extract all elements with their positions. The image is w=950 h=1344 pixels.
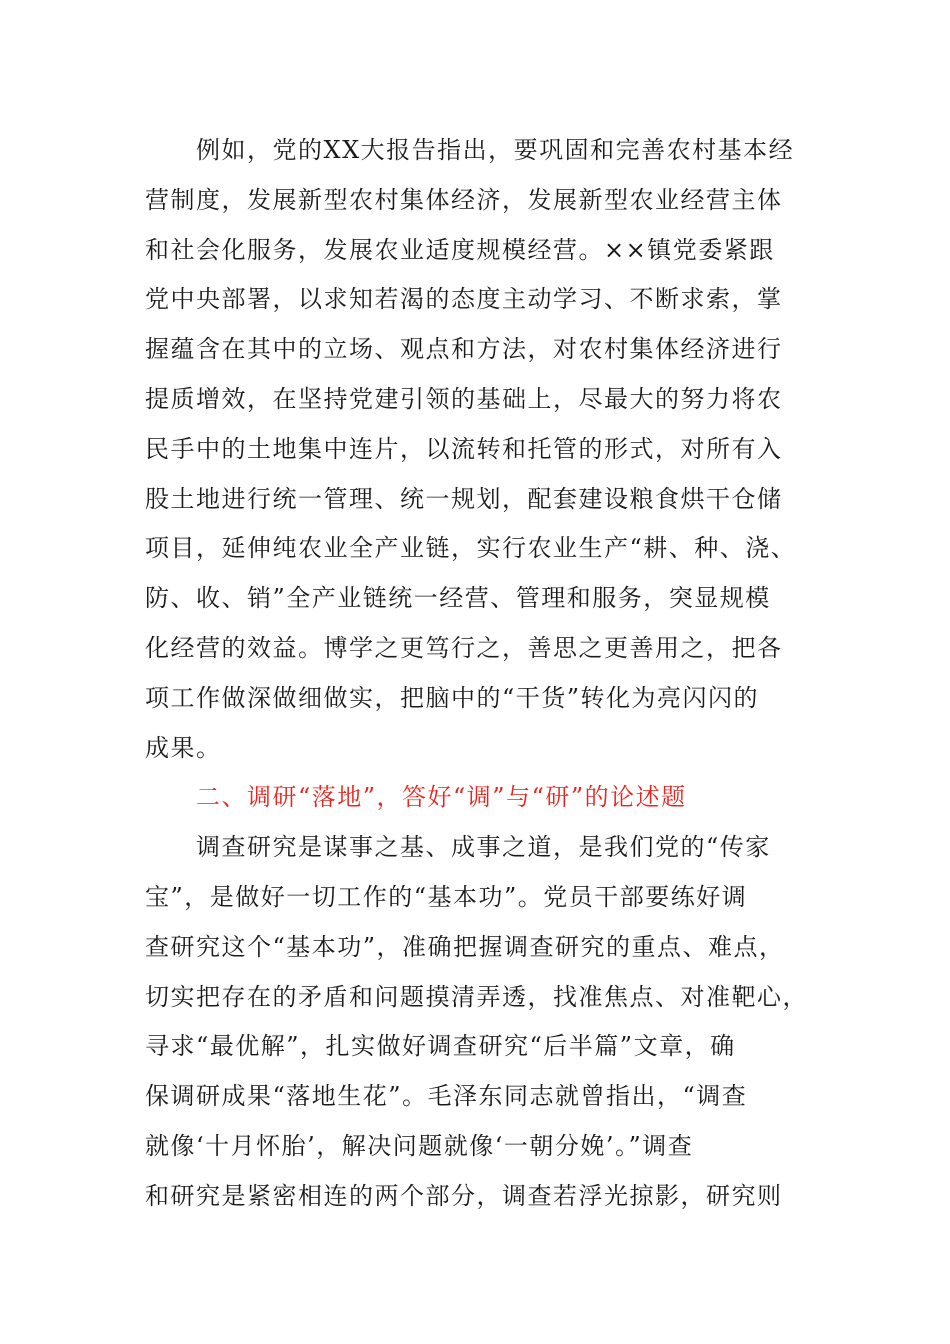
document-body [145, 126, 808, 1222]
text-line: 党中央部署，以求知若渴的态度主动学习、不断求索，掌 [145, 285, 783, 314]
text-line: 民手中的土地集中连片，以流转和托管的形式，对所有入 [145, 434, 783, 463]
text-line: 化经营的效益。博学之更笃行之，善思之更善用之，把各 [145, 633, 783, 662]
text-line: 保调研成果“落地生花”。毛泽东同志就曾指出，“调查 [145, 1082, 748, 1111]
text-line: 防、收、销”全产业链统一经营、管理和服务，突显规模 [145, 584, 771, 613]
paragraph-2 [145, 823, 808, 1221]
text-line: 成果。 [145, 733, 222, 762]
text-line: 握蕴含在其中的立场、观点和方法，对农村集体经济进行 [145, 335, 783, 364]
text-line: 切实把存在的矛盾和问题摸清弄透，找准焦点、对准靶心， [145, 982, 808, 1011]
text-line: 调查研究是谋事之基、成事之道，是我们党的“传家 [145, 833, 771, 862]
text-line: 查研究这个“基本功”，准确把握调查研究的重点、难点， [145, 932, 785, 961]
text-line: 和研究是紧密相连的两个部分，调查若浮光掠影，研究则 [145, 1181, 783, 1210]
text-line: 股土地进行统一管理、统一规划，配套建设粮食烘干仓储 [145, 484, 783, 513]
text-line: 项工作做深做细做实，把脑中的“干货”转化为亮闪闪的 [145, 683, 760, 712]
text-line: 提质增效，在坚持党建引领的基础上，尽最大的努力将农 [145, 384, 783, 413]
text-line: 就像‘十月怀胎’，解决问题就像‘一朝分娩’。”调查 [145, 1131, 694, 1160]
text-line: 和社会化服务，发展农业适度规模经营。××镇党委紧跟 [145, 235, 775, 264]
paragraph-1 [145, 126, 805, 773]
section-heading: 二、调研“落地”，答好“调”与“研”的论述题 [145, 783, 687, 812]
text-line: 寻求“最优解”，扎实做好调查研究“后半篇”文章，确 [145, 1032, 736, 1061]
text-line: 项目，延伸纯农业全产业链，实行农业生产“耕、种、浇、 [145, 534, 797, 563]
text-line: 营制度，发展新型农村集体经济，发展新型农业经营主体 [145, 185, 783, 214]
text-line: 宝”，是做好一切工作的“基本功”。党员干部要练好调 [145, 882, 748, 911]
text-line: 例如，党的XX大报告指出，要巩固和完善农村基本经 [145, 136, 795, 164]
